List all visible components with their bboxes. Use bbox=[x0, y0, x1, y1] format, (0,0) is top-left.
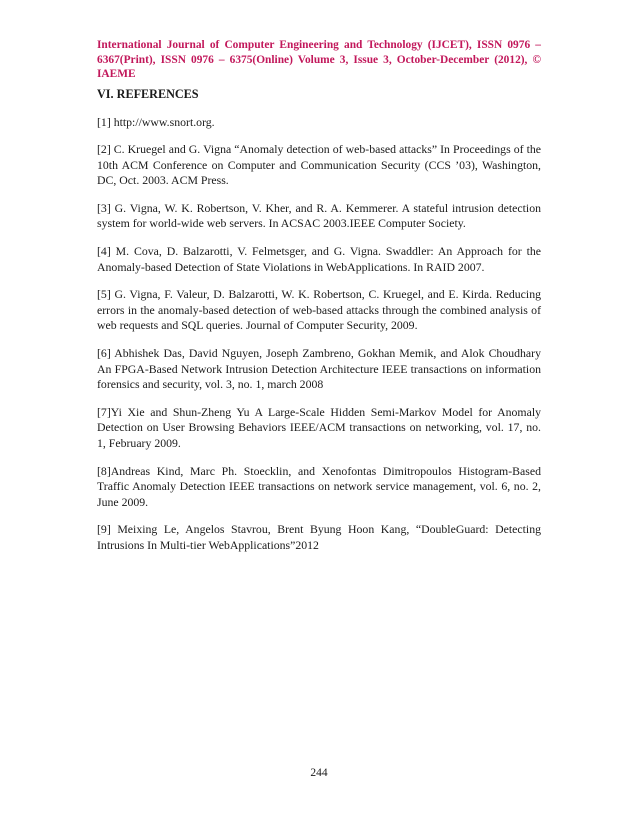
reference-item-8: [8]Andreas Kind, Marc Ph. Stoecklin, and Xenofontas Dimitropoulos Histogram-Based Traffic Anomaly Detection IEEE transactions on network service management, vol. 6, no. 2, June 2009. bbox=[97, 463, 541, 509]
section-heading: VI. REFERENCES bbox=[97, 86, 199, 101]
reference-item-7: [7]Yi Xie and Shun-Zheng Yu A Large-Scale Hidden Semi-Markov Model for Anomaly Detection on User Browsing Behaviors IEEE/ACM transactions on networking, vol. 17, no. 1, February 2009. bbox=[97, 404, 541, 450]
reference-item-9: [9] Meixing Le, Angelos Stavrou, Brent Byung Hoon Kang, “DoubleGuard: Detecting Intrusions In Multi-tier WebApplications”2012 bbox=[97, 522, 541, 552]
reference-item-5: [5] G. Vigna, F. Valeur, D. Balzarotti, W. K. Robertson, C. Kruegel, and E. Kirda. Reducing errors in the anomaly-based detection of web-based attacks through the combined analysis of web requests and SQL queries. Journal of Computer Security, 2009. bbox=[97, 287, 541, 333]
reference-item-6: [6] Abhishek Das, David Nguyen, Joseph Zambreno, Gokhan Memik, and Alok Choudhary An FPGA-Based Network Intrusion Detection Architecture IEEE transactions on information forensics and security, vol. 3, no. 1, march 2008 bbox=[97, 346, 541, 392]
page-content bbox=[97, 38, 541, 554]
reference-item-1: [1] http://www.snort.org. bbox=[97, 114, 215, 129]
page-number: 244 bbox=[310, 767, 328, 779]
reference-item-2: [2] C. Kruegel and G. Vigna “Anomaly detection of web-based attacks” In Proceedings of the 10th ACM Conference on Computer and Communication Security (CCS ’03), Washington, DC, Oct. 2003. ACM Press. bbox=[97, 142, 541, 188]
reference-list bbox=[97, 115, 541, 554]
reference-item-4: [4] M. Cova, D. Balzarotti, V. Felmetsger, and G. Vigna. Swaddler: An Approach for the Anomaly-based Detection of State Violations in WebApplications. In RAID 2007. bbox=[97, 244, 541, 274]
reference-item-3: [3] G. Vigna, W. K. Robertson, V. Kher, and R. A. Kemmerer. A stateful intrusion detection system for world-wide web servers. In ACSAC 2003.IEEE Computer Society. bbox=[97, 200, 541, 231]
journal-header: International Journal of Computer Engineering and Technology (IJCET), ISSN 0976 – 6367(Print), ISSN 0976 – 6375(Online) Volume 3, Issue 3, October-December (2012), © IAEME bbox=[97, 39, 541, 80]
